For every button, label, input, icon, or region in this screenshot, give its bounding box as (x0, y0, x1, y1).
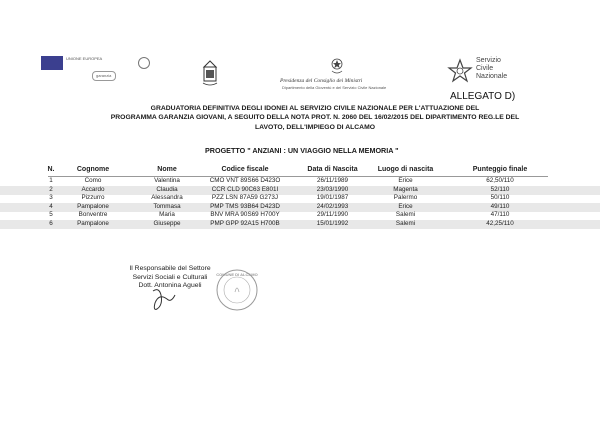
row-punteggio: 49/110 (490, 202, 510, 210)
government-emblem-icon (329, 57, 345, 75)
servizio-civile-label (476, 57, 507, 81)
row-luogo-nascita: Salemi (395, 211, 416, 219)
row-punteggio: 42,25/110 (486, 220, 514, 227)
row-luogo-nascita: Palermo (393, 194, 418, 202)
row-data-nascita: 19/01/1987 (316, 194, 349, 202)
svg-text:COMUNE DI ALCAMO: COMUNE DI ALCAMO (216, 272, 258, 277)
row-data-nascita: 26/11/1989 (316, 177, 349, 184)
row-punteggio: 62,50/110 (486, 177, 514, 184)
row-punteggio: 52/110 (490, 185, 510, 193)
alcamo-crest-icon (201, 57, 219, 87)
row-number: 6 (49, 220, 53, 227)
row-codice-fiscale: PMP TMS 93B64 D423D (210, 202, 280, 210)
row-number: 1 (49, 177, 53, 184)
row-data-nascita: 23/03/1990 (316, 185, 349, 193)
garanzia-logo-text: garanzia (96, 73, 112, 78)
row-cognome: Como (84, 177, 102, 184)
eu-flag-logo (41, 56, 63, 70)
row-number: 2 (49, 185, 53, 193)
eu-logo-text: UNIONE EUROPEA (66, 56, 103, 61)
header-nome: Nome (157, 166, 177, 173)
row-number: 5 (49, 211, 53, 219)
row-cognome: Pampalone (77, 202, 109, 210)
row-codice-fiscale: CMO VNT 89S66 D423O (209, 177, 281, 184)
row-codice-fiscale: PMP GPP 92A15 H700B (210, 220, 280, 227)
row-codice-fiscale: PZZ LSN 87A59 G273J (211, 194, 279, 202)
row-number: 4 (49, 202, 53, 210)
project-title: PROGETTO " ANZIANI : UN VIAGGIO NELLA MEMORIA " (205, 146, 399, 155)
scn-line-1: Servizio (476, 57, 501, 64)
row-nome: Valentina (154, 177, 180, 184)
header-punteggio: Punteggio finale (472, 166, 528, 173)
allegato-label: ALLEGATO D) (450, 91, 516, 102)
row-cognome: Pizzurro (81, 194, 105, 202)
row-number: 3 (49, 194, 53, 202)
official-stamp (215, 268, 259, 312)
row-punteggio: 50/110 (490, 194, 510, 202)
row-codice-fiscale: BNV MRA 90S69 H700Y (210, 211, 280, 219)
row-luogo-nascita: Salemi (395, 220, 416, 227)
row-nome: Claudia (156, 185, 178, 193)
signature-name: Dott. Antonina Agueli (138, 282, 202, 289)
scn-line-3: Nazionale (476, 73, 508, 80)
row-nome: Giuseppe (153, 220, 181, 227)
document-heading (110, 104, 520, 132)
row-data-nascita: 24/02/1993 (316, 202, 349, 210)
italian-republic-emblem-icon (138, 57, 150, 69)
row-luogo-nascita: Erice (398, 202, 413, 210)
heading-line-1: GRADUATORIA DEFINITIVA DEGLI IDONEI AL SERVIZIO CIVILE NAZIONALE PER L'ATTUAZIONE DEL (150, 105, 480, 112)
row-luogo-nascita: Erice (398, 177, 413, 184)
row-luogo-nascita: Magenta (393, 185, 418, 193)
row-data-nascita: 15/01/1992 (316, 220, 349, 227)
row-data-nascita: 29/11/1990 (316, 211, 349, 219)
row-nome: Tommasa (153, 202, 181, 210)
row-nome: Alessandra (151, 194, 183, 202)
row-cognome: Bonventre (78, 211, 108, 219)
department-subtitle: Dipartimento della Gioventù e del Servizio Civile Nazionale (282, 85, 387, 90)
header-codice-fiscale: Codice fiscale (221, 166, 269, 173)
row-cognome: Accardo (81, 185, 105, 193)
servizio-civile-star-icon (447, 58, 473, 84)
handwritten-signature (145, 285, 190, 313)
table-row (0, 220, 600, 229)
header-cognome: Cognome (76, 166, 110, 173)
scn-line-2: Civile (476, 65, 494, 72)
heading-line-2: PROGRAMMA GARANZIA GIOVANI, A SEGUITO DELLA NOTA PROT. N. 2060 DEL 16/02/2015 DEL DIPARTIMENTO REG.LE DEL (110, 114, 520, 122)
signature-department: Servizi Sociali e Culturali (132, 273, 208, 281)
header-n: N. (47, 166, 55, 173)
row-nome: Maria (159, 211, 175, 219)
row-codice-fiscale: CCR CLD 90C63 E801I (211, 185, 279, 193)
heading-line-3: LAVOTO, DELL'IMPIEGO DI ALCAMO (254, 123, 376, 131)
signature-role: Il Responsabile del Settore (129, 265, 211, 272)
header-luogo-nascita: Luogo di nascita (377, 166, 434, 173)
header-data-nascita: Data di Nascita (307, 166, 358, 173)
row-punteggio: 47/110 (490, 211, 510, 219)
presidency-title: Presidenza del Consiglio dei Ministri (280, 78, 363, 84)
row-cognome: Pampalone (77, 220, 109, 227)
